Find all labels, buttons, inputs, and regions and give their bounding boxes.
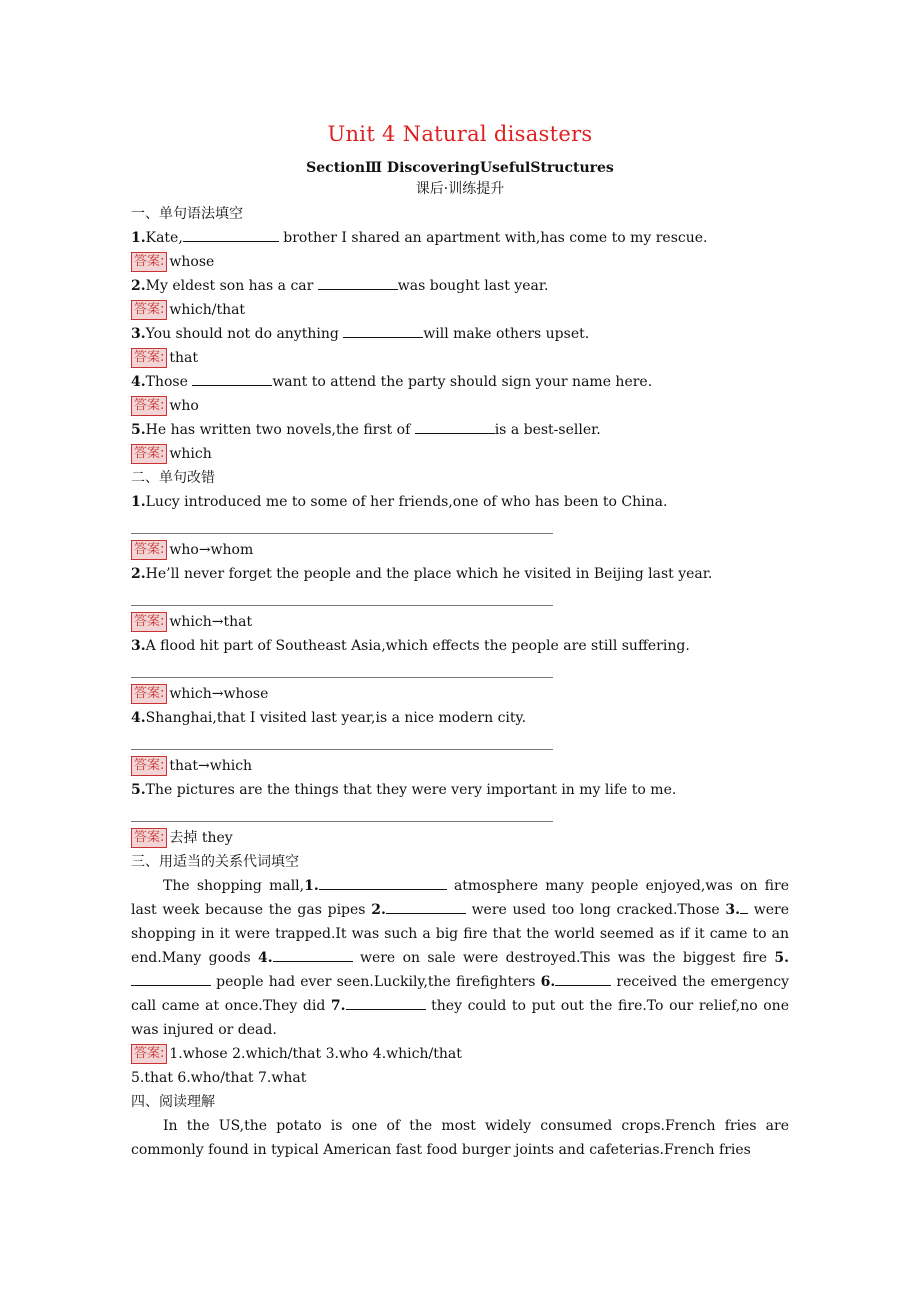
passage-text: atmosphere many people enjoyed,was on fire last week because the gas pipes	[131, 878, 789, 918]
part1-question-4	[131, 370, 789, 394]
part1-question-1	[131, 226, 789, 250]
question-text: He’ll never forget the people and the place which he visited in Beijing last year.	[145, 566, 713, 582]
part2-answer-3	[131, 682, 789, 706]
question-text: will make others upset.	[423, 326, 590, 342]
answer-label[interactable]: 答案:	[131, 300, 167, 320]
passage-text: The shopping mall,	[163, 878, 305, 894]
question-text: want to attend the party should sign your name here.	[272, 374, 653, 390]
question-number: 2.	[131, 566, 146, 582]
question-number: 5.	[131, 422, 146, 438]
part3-heading: 三、用适当的关系代词填空	[131, 854, 299, 870]
part2-answer-4	[131, 754, 789, 778]
blank-number: 3.	[725, 902, 741, 918]
subsection-title: 课后·训练提升	[415, 181, 505, 197]
part2-question-1	[131, 490, 789, 514]
cloze-blank-4[interactable]	[273, 947, 353, 962]
part1-question-5	[131, 418, 789, 442]
answer-blank[interactable]	[192, 371, 272, 386]
blank-number: 4.	[258, 950, 273, 966]
question-text: The pictures are the things that they were very important in my life to me.	[145, 782, 677, 798]
part1-answer-4	[131, 394, 789, 418]
worksheet-page	[131, 118, 789, 1162]
blank-number: 7.	[330, 998, 346, 1014]
blank-number: 5.	[774, 950, 789, 966]
answer-text: who	[169, 398, 199, 414]
part4-heading: 四、阅读理解	[131, 1094, 215, 1110]
passage-text: people had ever seen.Luckily,the firefighters	[211, 974, 541, 990]
unit-title: Unit 4 Natural disasters	[327, 122, 593, 146]
part2-question-5	[131, 778, 789, 802]
question-number: 5.	[131, 782, 146, 798]
question-number: 4.	[131, 710, 146, 726]
passage-text: received the emergency call came at once.They did	[131, 974, 789, 1014]
answer-blank[interactable]	[318, 275, 398, 290]
answer-label[interactable]: 答案:	[131, 684, 167, 704]
answer-label[interactable]: 答案:	[131, 444, 167, 464]
question-text: brother I shared an apartment with,has come to my rescue.	[278, 230, 708, 246]
answer-text: which	[169, 446, 212, 462]
cloze-blank-6[interactable]	[555, 971, 611, 986]
question-text: is a best-seller.	[494, 422, 601, 438]
question-text: He has written two novels,the first of	[145, 422, 415, 438]
question-text: Shanghai,that I visited last year,is a nice modern city.	[145, 710, 527, 726]
question-text: Kate,	[145, 230, 183, 246]
part1-answer-1	[131, 250, 789, 274]
cloze-blank-3[interactable]	[740, 899, 748, 914]
cloze-blank-2[interactable]	[386, 899, 466, 914]
part2-question-4	[131, 706, 789, 730]
question-text: Those	[145, 374, 193, 390]
answer-label[interactable]: 答案:	[131, 756, 167, 776]
answer-blank[interactable]	[183, 227, 279, 242]
cloze-blank-1[interactable]	[319, 875, 447, 890]
answer-label[interactable]: 答案:	[131, 396, 167, 416]
answer-label[interactable]: 答案:	[131, 252, 167, 272]
part1-answer-2	[131, 298, 789, 322]
blank-number: 6.	[540, 974, 556, 990]
part2-answer-5	[131, 826, 789, 850]
correction-answer-line[interactable]	[131, 730, 789, 754]
part2-heading: 二、单句改错	[131, 470, 215, 486]
part1-answer-5	[131, 442, 789, 466]
question-number: 4.	[131, 374, 146, 390]
passage-text: were shopping in it were trapped.It was such a big fire that the world seemed as if it came to an end.Many goods	[131, 902, 789, 966]
question-number: 2.	[131, 278, 146, 294]
answer-text: whose	[169, 254, 215, 270]
question-text: My eldest son has a car	[145, 278, 318, 294]
answer-text: that	[169, 350, 199, 366]
part1-question-2	[131, 274, 789, 298]
answer-text: 1.whose 2.which/that 3.who 4.which/that	[169, 1046, 462, 1062]
blank-number: 2.	[371, 902, 386, 918]
answer-text: who→whom	[169, 542, 254, 558]
answer-blank[interactable]	[415, 419, 495, 434]
part2-answer-2	[131, 610, 789, 634]
question-number: 3.	[131, 638, 146, 654]
answer-text: which/that	[169, 302, 246, 318]
answer-text: that→which	[169, 758, 253, 774]
answer-blank[interactable]	[343, 323, 423, 338]
answer-label[interactable]: 答案:	[131, 828, 167, 848]
part2-question-2	[131, 562, 789, 586]
answer-text: which→whose	[169, 686, 269, 702]
question-text: Lucy introduced me to some of her friends,one of who has been to China.	[145, 494, 668, 510]
part2-question-3	[131, 634, 789, 658]
part1-answer-3	[131, 346, 789, 370]
answer-label[interactable]: 答案:	[131, 540, 167, 560]
passage-text: were used too long cracked.Those	[465, 902, 726, 918]
part3-answer	[131, 1042, 789, 1066]
question-number: 1.	[131, 230, 146, 246]
answer-label[interactable]: 答案:	[131, 1044, 167, 1064]
cloze-passage	[131, 874, 789, 1042]
correction-answer-line[interactable]	[131, 586, 789, 610]
question-number: 3.	[131, 326, 146, 342]
reading-passage: In the US,the potato is one of the most widely consumed crops.French fries are commonly found in typical American fast food burger joints and cafeterias.French fries	[131, 1118, 789, 1158]
correction-answer-line[interactable]	[131, 514, 789, 538]
question-text: A flood hit part of Southeast Asia,which effects the people are still suffering.	[145, 638, 690, 654]
answer-label[interactable]: 答案:	[131, 348, 167, 368]
passage-text: they could to put out the fire.To our relief,no one was injured or dead.	[131, 998, 789, 1038]
cloze-blank-7[interactable]	[346, 995, 426, 1010]
answer-label[interactable]: 答案:	[131, 612, 167, 632]
answer-text: which→that	[169, 614, 253, 630]
blank-number: 1.	[304, 878, 319, 894]
correction-answer-line[interactable]	[131, 658, 789, 682]
passage-text: were on sale were destroyed.This was the biggest fire	[352, 950, 775, 966]
part1-question-3	[131, 322, 789, 346]
part3-answer-continued: 5.that 6.who/that 7.what	[131, 1070, 307, 1086]
question-number: 1.	[131, 494, 146, 510]
part2-answer-1	[131, 538, 789, 562]
part1-heading: 一、单句语法填空	[131, 206, 243, 222]
answer-text: 去掉 they	[169, 830, 233, 846]
question-text: was bought last year.	[397, 278, 549, 294]
cloze-blank-5[interactable]	[131, 971, 211, 986]
question-text: You should not do anything	[145, 326, 344, 342]
correction-answer-line[interactable]	[131, 802, 789, 826]
section-title: SectionⅢ DiscoveringUsefulStructures	[306, 160, 614, 176]
